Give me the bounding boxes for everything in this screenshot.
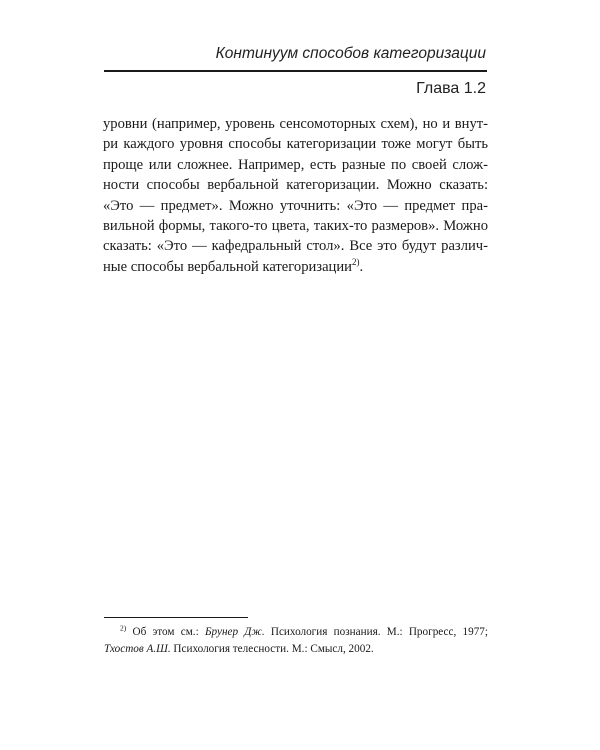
body-line: проще или сложнее. Например, есть разные по своей слож-	[103, 156, 488, 173]
footnote-author-1: Брунер Дж.	[204, 626, 265, 638]
body-line: уровни (например, уровень сенсомоторных схем), но и внут-	[103, 116, 488, 132]
body-line: ные способы вербальной категоризации	[103, 258, 352, 275]
final-period: .	[359, 258, 364, 275]
footnote-intro: Об этом см.:	[126, 626, 205, 638]
footnote-citation-1: Психология познания. М.: Прогресс, 1977;	[264, 626, 488, 638]
footnote-marker: 2)	[120, 623, 127, 633]
chapter-label: Глава 1.2	[416, 80, 486, 97]
footnote-rule	[104, 617, 248, 618]
footnote-line-2	[104, 641, 488, 658]
body-paragraph	[103, 114, 488, 277]
body-last-line	[103, 257, 488, 277]
body-line: ри каждого уровня способы категоризации тоже могут быть	[103, 136, 488, 153]
body-line: «Это — предмет». Можно уточнить: «Это — предмет пра-	[103, 197, 488, 214]
body-line: сказать: «Это — кафедральный стол». Все это будут различ-	[103, 238, 488, 255]
body-line: ности способы вербальной категоризации. Можно сказать:	[103, 177, 488, 194]
body-line: вильной формы, такого-то цвета, таких-то размеров». Можно	[103, 218, 488, 235]
footnote	[104, 624, 488, 658]
running-head-title: Континуум способов категоризации	[215, 45, 486, 62]
footnote-citation-2: Психология телесности. М.: Смысл, 2002.	[170, 643, 374, 655]
footnote-line-1	[104, 624, 488, 641]
footnote-reference: 2)	[351, 256, 360, 267]
footnote-author-2: Тхостов А.Ш.	[104, 643, 171, 655]
header-rule	[104, 70, 487, 72]
